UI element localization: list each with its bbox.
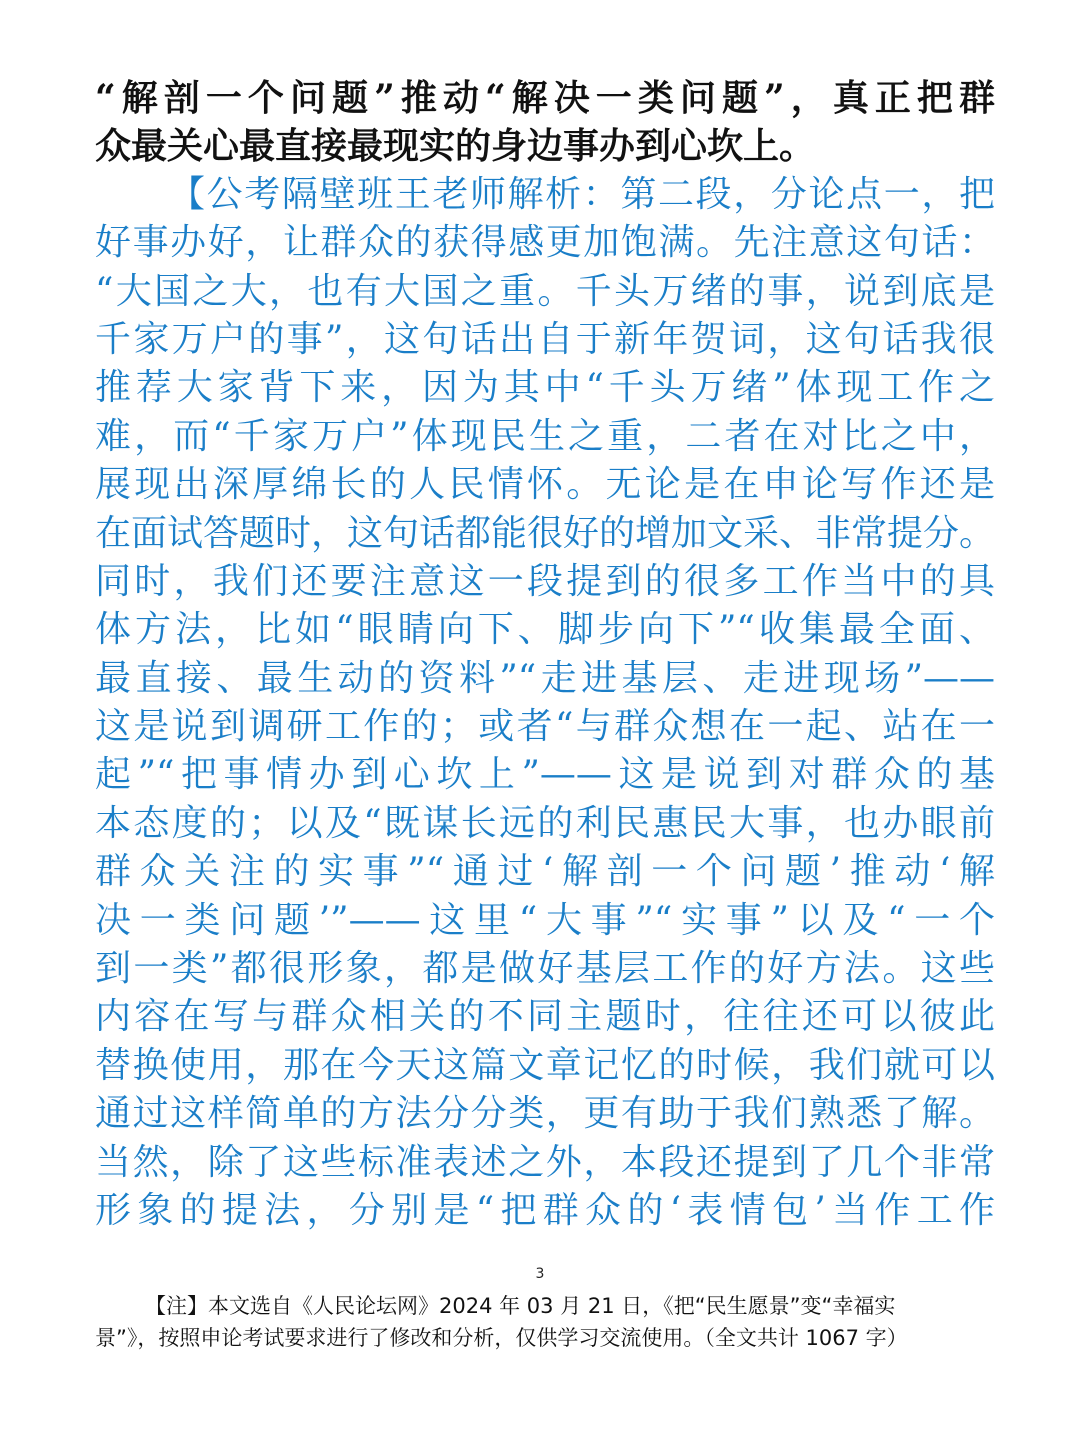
article-text-line: “解剖一个问题”推动“解决一类问题”，真正把群 — [95, 77, 995, 119]
analysis-text-line: 推荐大家背下来，因为其中“千头万绪”体现工作之 — [95, 367, 995, 409]
analysis-text-line: “大国之大，也有大国之重。千头万绪的事，说到底是 — [95, 270, 995, 312]
article-body — [95, 74, 995, 1235]
analysis-text-line: 替换使用，那在今天这篇文章记忆的时候，我们就可以 — [95, 1044, 995, 1086]
article-text-line: 众最关心最直接最现实的身边事办到心坎上。 — [95, 125, 816, 168]
analysis-text-line: 在面试答题时，这句话都能很好的增加文采、非常提分。 — [95, 512, 996, 554]
analysis-text-line: 好事办好，让群众的获得感更加饱满。先注意这句话： — [95, 222, 995, 264]
analysis-text-line: 展现出深厚绵长的人民情怀。无论是在申论写作还是 — [95, 464, 995, 506]
analysis-text-line: 最直接、最生动的资料”“走进基层、走进现场”—— — [95, 657, 995, 699]
source-note-line-1: 【注】本文选自《人民论坛网》2024 年 03 月 21 日，《把“民生愿景”变“幸福实 — [145, 1294, 896, 1318]
analysis-text-line: 决一类问题’”——这里“大事”“实事”以及“一个 — [95, 899, 995, 941]
analysis-text-line: 千家万户的事”，这句话出自于新年贺词，这句话我很 — [95, 318, 995, 360]
analysis-text-line: 【公考隔壁班王老师解析：第二段，分论点一，把 — [169, 173, 995, 215]
analysis-text-line: 起”“把事情办到心坎上”——这是说到对群众的基 — [95, 754, 995, 796]
analysis-text-line: 形象的提法，分别是“把群众的‘表情包’当作工作 — [95, 1189, 995, 1231]
analysis-text-line: 同时，我们还要注意这一段提到的很多工作当中的具 — [95, 560, 995, 602]
analysis-text-line: 体方法，比如“眼睛向下、脚步向下”“收集最全面、 — [95, 609, 995, 651]
analysis-text-line: 通过这样简单的方法分分类，更有助于我们熟悉了解。 — [95, 1093, 995, 1135]
page-number: 3 — [535, 1266, 545, 1282]
source-note-line-2: 景”》，按照申论考试要求进行了修改和分析，仅供学习交流使用。（全文共计 1067 字） — [95, 1326, 908, 1350]
analysis-text-line: 内容在写与群众相关的不同主题时，往往还可以彼此 — [95, 996, 995, 1038]
analysis-text-line: 本态度的；以及“既谋长远的利民惠民大事，也办眼前 — [95, 802, 995, 844]
source-note — [95, 1290, 985, 1354]
analysis-text-line: 当然，除了这些标准表述之外，本段还提到了几个非常 — [95, 1141, 995, 1183]
analysis-text-line: 群众关注的实事”“通过‘解剖一个问题’推动‘解 — [95, 851, 995, 893]
analysis-text-line: 到一类”都很形象，都是做好基层工作的好方法。这些 — [95, 948, 995, 990]
analysis-text-line: 难，而“千家万户”体现民生之重，二者在对比之中， — [95, 415, 995, 457]
analysis-text-line: 这是说到调研工作的；或者“与群众想在一起、站在一 — [95, 706, 995, 748]
